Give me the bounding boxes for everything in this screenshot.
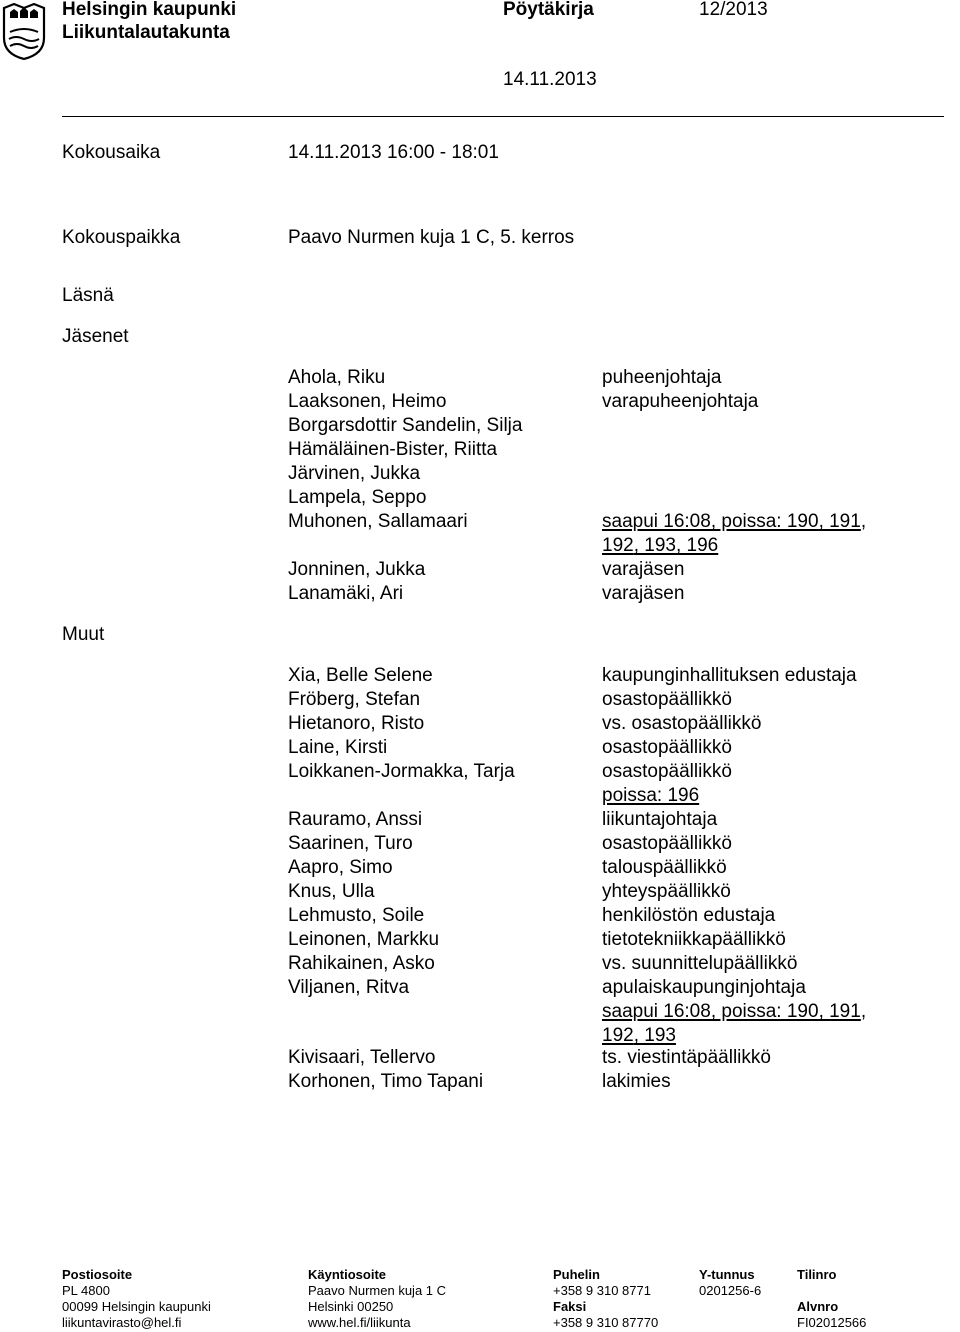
document-number: 12/2013: [699, 0, 768, 20]
member-role: varajäsen: [602, 583, 685, 604]
footer-fax-value: +358 9 310 87770: [553, 1315, 659, 1330]
footer-visit-line1: Paavo Nurmen kuja 1 C: [308, 1283, 447, 1298]
footer-vat-label: Alvnro: [797, 1299, 839, 1314]
other-role: vs. suunnittelupäällikkö: [602, 953, 798, 974]
committee-name: Liikuntalautakunta: [62, 22, 230, 43]
member-name: Ahola, Riku: [288, 367, 386, 388]
member-role: puheenjohtaja: [602, 367, 722, 388]
other-role: osastopäällikkö: [602, 689, 732, 710]
footer-postal-label: Postiosoite: [62, 1267, 133, 1282]
member-name: Borgarsdottir Sandelin, Silja: [288, 415, 523, 436]
other-role: osastopäällikkö: [602, 833, 732, 854]
footer-vat-value: FI02012566: [797, 1315, 867, 1330]
member-name: Lampela, Seppo: [288, 487, 427, 508]
member-name: Hämäläinen-Bister, Riitta: [288, 439, 498, 460]
other-name: Saarinen, Turo: [288, 833, 413, 854]
footer-visit-line2: Helsinki 00250: [308, 1299, 394, 1314]
meeting-time-value: 14.11.2013 16:00 - 18:01: [288, 142, 499, 163]
member-role: varajäsen: [602, 559, 685, 580]
other-name: Lehmusto, Soile: [288, 905, 425, 926]
other-role: tietotekniikkapäällikkö: [602, 929, 786, 950]
document-date: 14.11.2013: [503, 69, 597, 90]
present-label: Läsnä: [62, 285, 114, 306]
footer-phone-label: Puhelin: [553, 1267, 600, 1282]
other-name: Hietanoro, Risto: [288, 713, 425, 734]
other-name: Knus, Ulla: [288, 881, 375, 902]
other-role: talouspäällikkö: [602, 857, 727, 878]
other-role-note: saapui 16:08, poissa: 190, 191,: [602, 1001, 867, 1022]
other-name: Rahikainen, Asko: [288, 953, 435, 974]
footer-ytunnus-label: Y-tunnus: [699, 1267, 755, 1282]
other-role: osastopäällikkö: [602, 737, 732, 758]
other-role: henkilöstön edustaja: [602, 905, 776, 926]
other-role: yhteyspäällikkö: [602, 881, 731, 902]
others-label: Muut: [62, 624, 105, 645]
other-role: apulaiskaupunginjohtaja: [602, 977, 806, 998]
meeting-place-label: Kokouspaikka: [62, 227, 181, 248]
footer-postal-line1: PL 4800: [62, 1283, 110, 1298]
org-name: Helsingin kaupunki: [62, 0, 237, 20]
other-role-note: poissa: 196: [602, 785, 700, 806]
member-role-note: saapui 16:08, poissa: 190, 191,: [602, 511, 867, 532]
other-name: Loikkanen-Jormakka, Tarja: [288, 761, 515, 782]
other-role-note-cont: 192, 193: [602, 1025, 676, 1046]
member-name: Järvinen, Jukka: [288, 463, 421, 484]
helsinki-coat-of-arms-icon: [2, 2, 46, 60]
other-name: Viljanen, Ritva: [288, 977, 410, 998]
other-name: Rauramo, Anssi: [288, 809, 423, 830]
footer-website: www.hel.fi/liikunta: [308, 1315, 411, 1330]
meeting-time-label: Kokousaika: [62, 142, 161, 163]
footer-email: liikuntavirasto@hel.fi: [62, 1315, 182, 1330]
header-rule: [62, 116, 944, 117]
footer-phone-value: +358 9 310 8771: [553, 1283, 651, 1298]
other-role: liikuntajohtaja: [602, 809, 718, 830]
other-name: Fröberg, Stefan: [288, 689, 421, 710]
other-name: Kivisaari, Tellervo: [288, 1047, 436, 1068]
other-name: Aapro, Simo: [288, 857, 393, 878]
other-role: kaupunginhallituksen edustaja: [602, 665, 857, 686]
footer-fax-label: Faksi: [553, 1299, 587, 1314]
meeting-place-value: Paavo Nurmen kuja 1 C, 5. kerros: [288, 227, 575, 248]
other-name: Leinonen, Markku: [288, 929, 440, 950]
footer-postal-line2: 00099 Helsingin kaupunki: [62, 1299, 211, 1314]
member-name: Jonninen, Jukka: [288, 559, 426, 580]
other-role: ts. viestintäpäällikkö: [602, 1047, 771, 1068]
other-name: Laine, Kirsti: [288, 737, 388, 758]
member-role: varapuheenjohtaja: [602, 391, 759, 412]
other-name: Xia, Belle Selene: [288, 665, 433, 686]
other-name: Korhonen, Timo Tapani: [288, 1071, 484, 1092]
other-role: vs. osastopäällikkö: [602, 713, 762, 734]
footer-ytunnus-value: 0201256-6: [699, 1283, 762, 1298]
members-label: Jäsenet: [62, 326, 129, 347]
member-name: Muhonen, Sallamaari: [288, 511, 468, 532]
other-role: osastopäällikkö: [602, 761, 732, 782]
document-type: Pöytäkirja: [503, 0, 594, 20]
footer-account-label: Tilinro: [797, 1267, 837, 1282]
other-role: lakimies: [602, 1071, 671, 1092]
member-name: Lanamäki, Ari: [288, 583, 404, 604]
member-role-note-cont: 192, 193, 196: [602, 535, 719, 556]
member-name: Laaksonen, Heimo: [288, 391, 447, 412]
footer-visit-label: Käyntiosoite: [308, 1267, 387, 1282]
